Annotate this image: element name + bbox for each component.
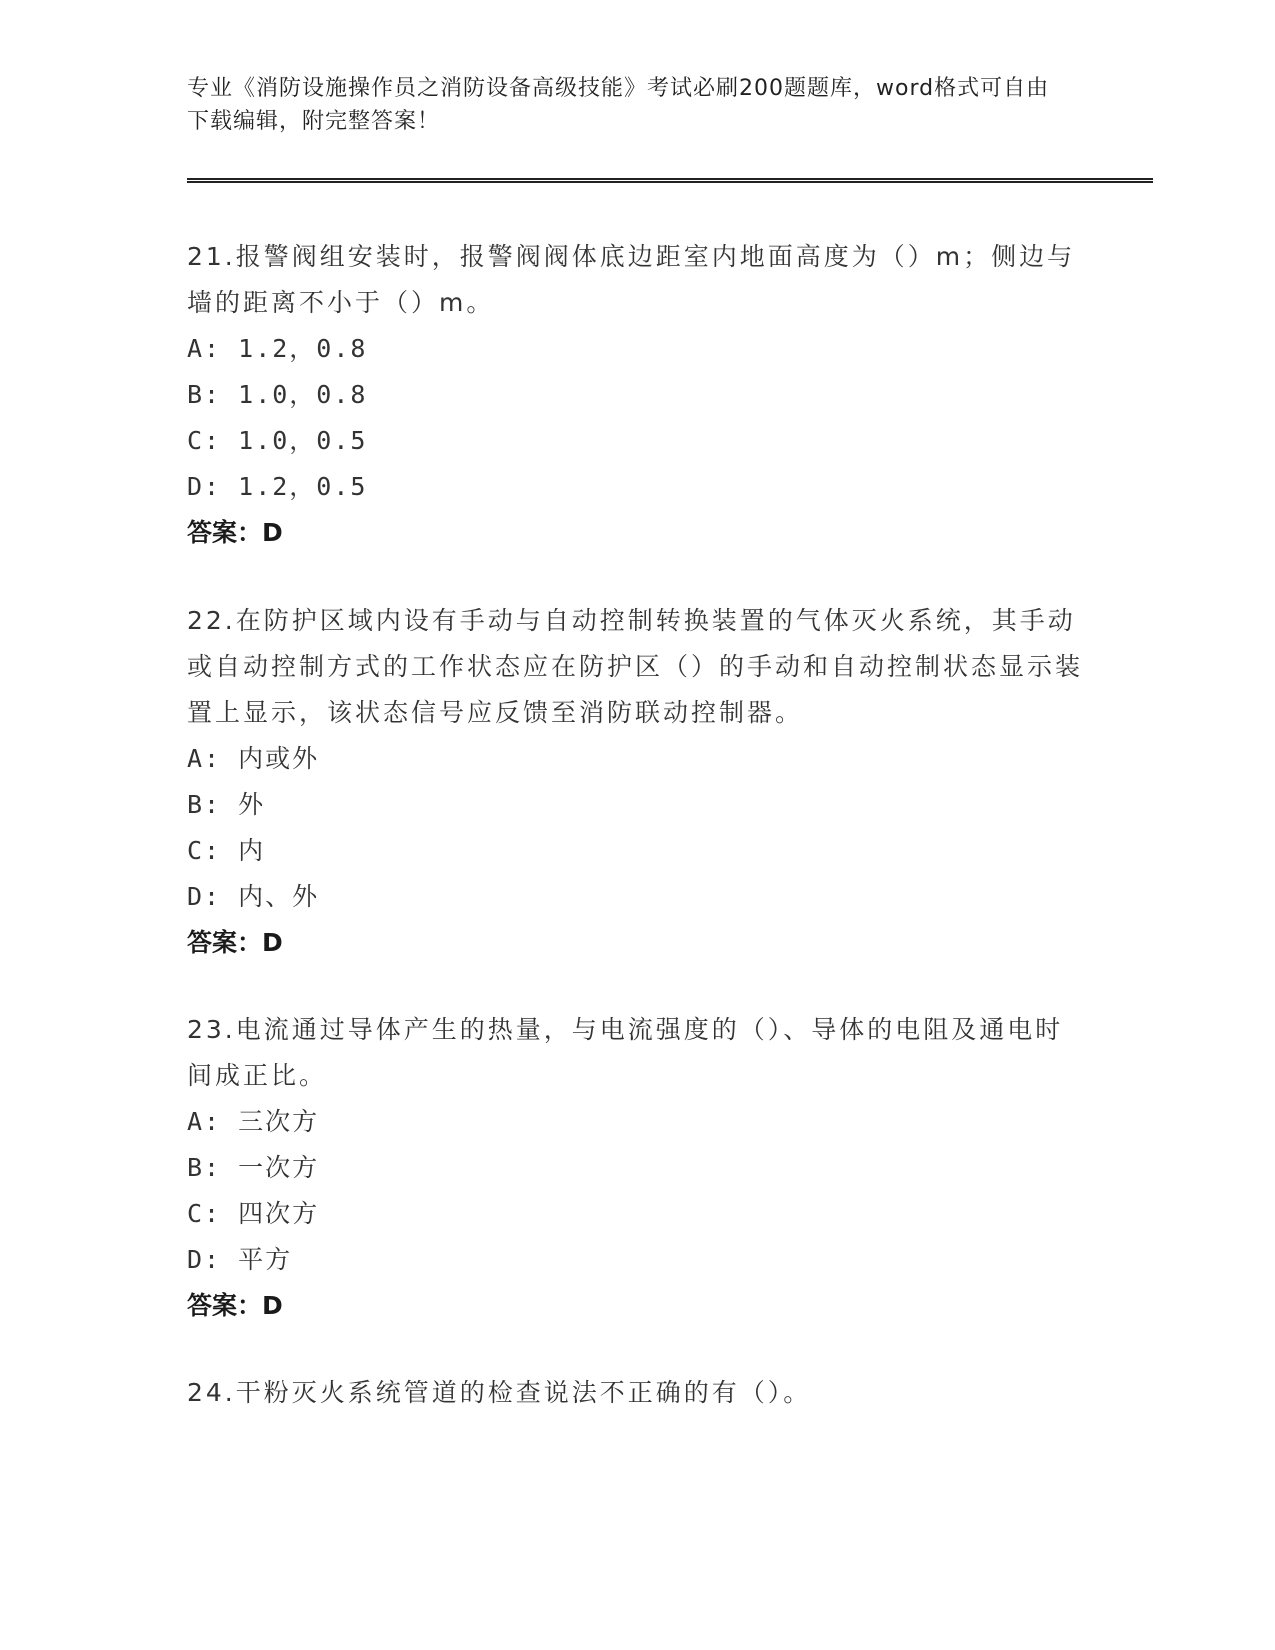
option-a: A: 三次方 bbox=[187, 1107, 320, 1136]
question-stem: 21.报警阀组安装时，报警阀阀体底边距室内地面高度为（）m；侧边与墙的距离不小于（）m。 bbox=[187, 242, 1076, 317]
option-d: D: 内、外 bbox=[187, 882, 320, 911]
question-stem: 22.在防护区域内设有手动与自动控制转换装置的气体灭火系统，其手动或自动控制方式的工作状态应在防护区（）的手动和自动控制状态显示装置上显示，该状态信号应反馈至消防联动控制器。 bbox=[187, 606, 1084, 727]
option-c: C: 1.0，0.5 bbox=[187, 426, 368, 455]
question-22 bbox=[187, 598, 1087, 966]
option-b: B: 外 bbox=[187, 790, 266, 819]
answer-line: 答案：D bbox=[187, 1291, 283, 1320]
question-21 bbox=[187, 234, 1087, 556]
document-intro: 专业《消防设施操作员之消防设备高级技能》考试必刷200题题库，word格式可自由下载编辑，附完整答案！ bbox=[187, 76, 1050, 134]
question-stem: 24.干粉灭火系统管道的检查说法不正确的有（）。 bbox=[187, 1378, 812, 1407]
option-b: B: 1.0，0.8 bbox=[187, 380, 368, 409]
option-c: C: 内 bbox=[187, 836, 266, 865]
option-b: B: 一次方 bbox=[187, 1153, 320, 1182]
option-a: A: 内或外 bbox=[187, 744, 320, 773]
option-c: C: 四次方 bbox=[187, 1199, 320, 1228]
question-23 bbox=[187, 1007, 1087, 1329]
question-stem: 23.电流通过导体产生的热量，与电流强度的（）、导体的电阻及通电时间成正比。 bbox=[187, 1015, 1064, 1090]
header-divider bbox=[187, 178, 1153, 183]
answer-line: 答案：D bbox=[187, 518, 283, 547]
answer-line: 答案：D bbox=[187, 928, 283, 957]
option-d: D: 1.2，0.5 bbox=[187, 472, 368, 501]
option-d: D: 平方 bbox=[187, 1245, 293, 1274]
option-a: A: 1.2，0.8 bbox=[187, 334, 368, 363]
question-24 bbox=[187, 1370, 1087, 1416]
